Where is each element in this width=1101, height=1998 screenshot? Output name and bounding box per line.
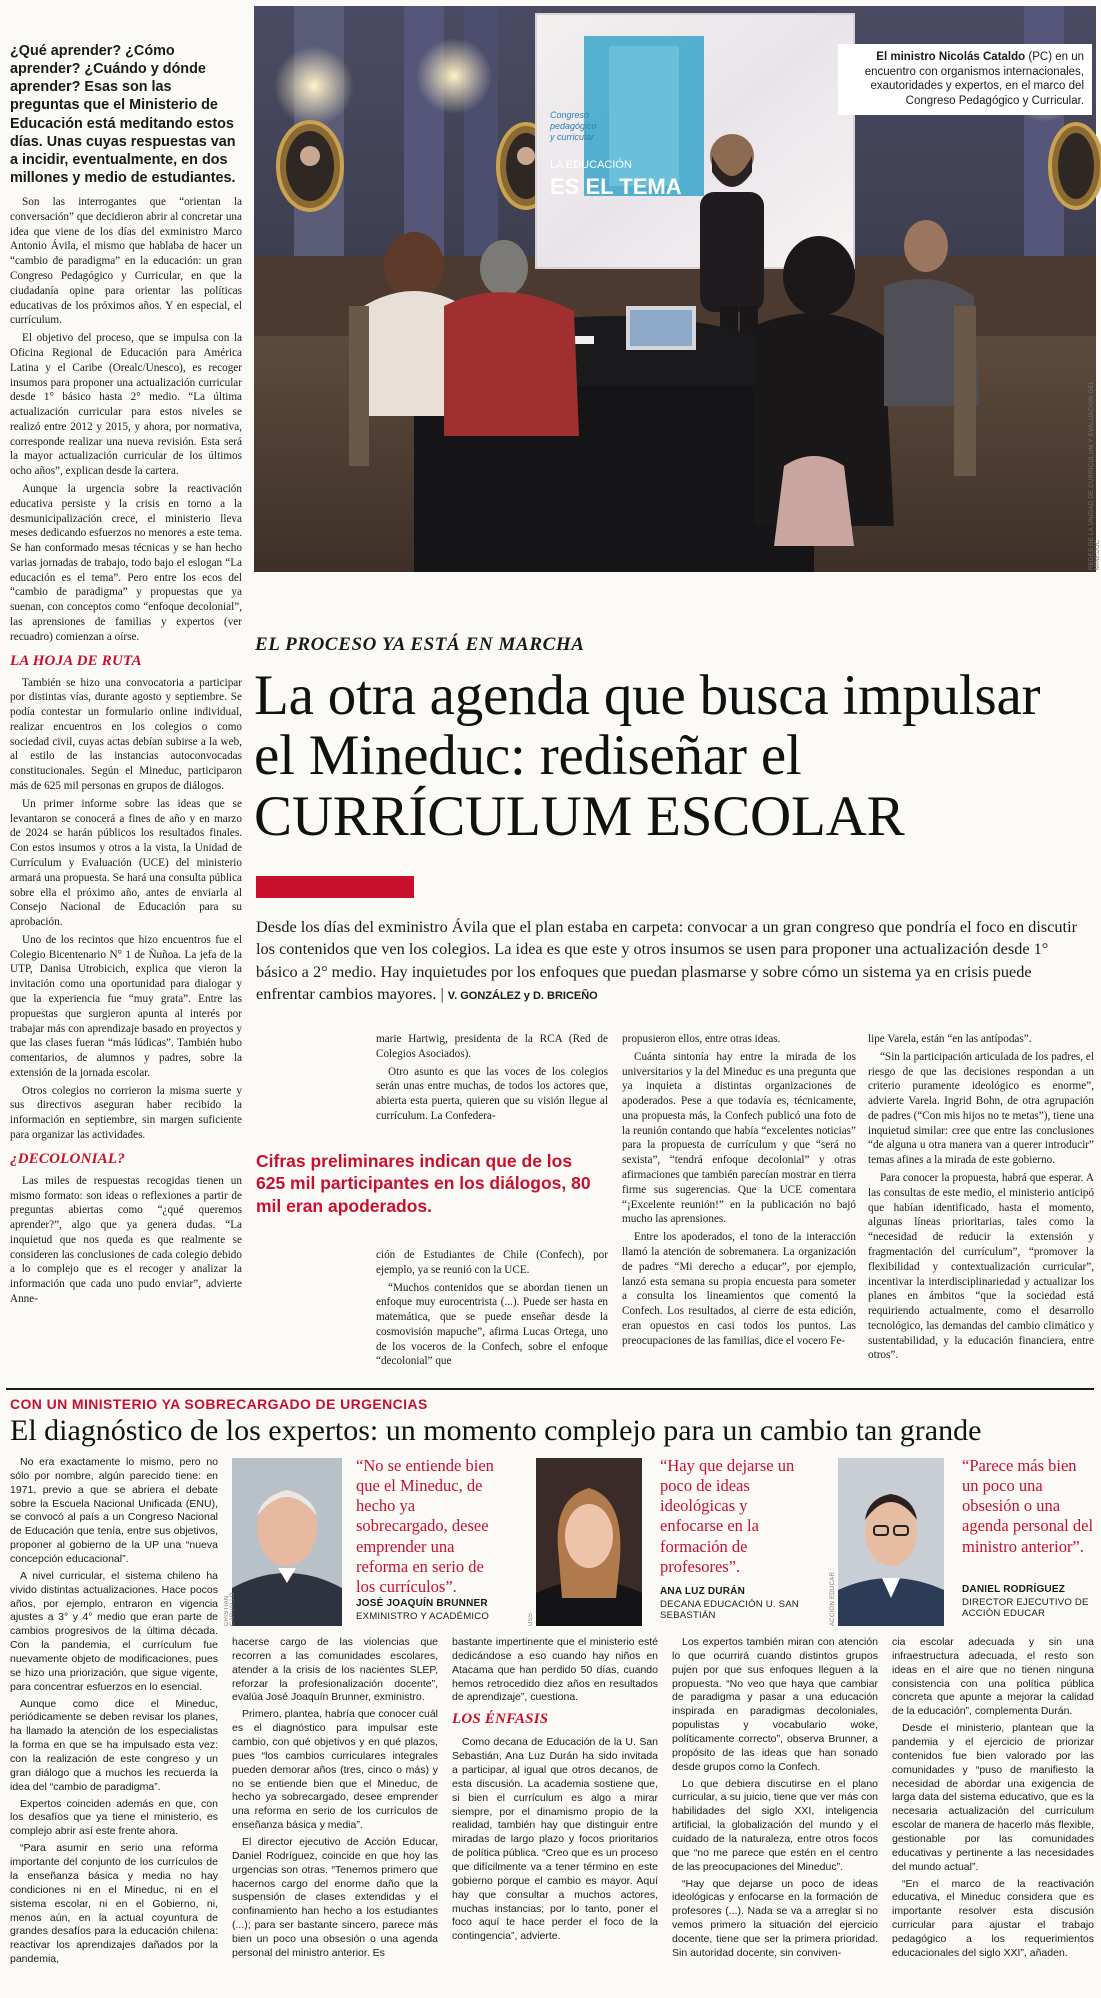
expert-role: EXMINISTRO Y ACADÉMICO	[356, 1610, 490, 1622]
second-paragraph: El director ejecutivo de Acción Educar, Daniel Rodríguez, coincide en que hoy las urgencias son otras. “Tenemos primero que hacernos cargo del enorme daño que la suspensión de clases extendidas y el confinamiento han hecho a los estudiantes (...); para ser bastante sincero, parece más bien un poco una obsesión o una agenda personal del ministro anterior. Es	[232, 1836, 438, 1959]
col4-text: lipe Varela, están “en las antípodas”.	[868, 1033, 1032, 1045]
col1-paragraph: Aunque la urgencia sobre la reactivación educativa persiste y la crisis en torno a la desmunicipalización crece, el ministerio lleva meses dedicando esfuerzos no menores a este tema. Se han conformado mesas técnicas y se han hecho varias jornadas de trabajo, todo bajo el eslogan “La educación es el tema”. Pero entre los ecos del “cambio de paradigma” y propuestas que ya suenan, con conceptos como “enfoque decolonial”, las aprensiones de familias y expertos (ver recuadro) comienzan a oírse.	[10, 482, 242, 643]
photo-caption-text: (PC) en un encuentro con organismos internacionales, exautoridades y expertos, en el marco del Congreso Pedagógico y Curricular.	[864, 51, 1084, 108]
col4-paragraph: Para conocer la propuesta, habrá que esperar. A las consultas de este medio, el ministerio anticipó que habían identificado, hasta el momento, algunas líneas prioritarias, tales como la “necesidad de reducir la extensión y fragmentación del currículum”, “promover la flexibilidad y contextualización curricular”, incentivar la interdisciplinariedad y actualizar los planes en ámbitos “que la sociedad está requiriendo actualmente, como el desarrollo tecnológico, las demandas del cambio climático y sustentabilidad, y la educación financiera, entre otros”.	[868, 1172, 1094, 1362]
section-rule	[6, 1388, 1094, 1390]
second-column-5	[892, 1636, 1094, 1994]
col2-text: ción de Estudiantes de Chile (Confech), por ejemplo, ya se reunió con la UCE.	[376, 1249, 608, 1276]
quote-rodriguez: “Parece más bien un poco una obsesión o una agenda personal del ministro anterior”.	[962, 1456, 1094, 1556]
subhead-enfasis: LOS ÉNFASIS	[452, 1711, 549, 1728]
second-paragraph: Lo que debiera discutirse en el plano curricular, a su juicio, tiene que ver más con habilidades del siglo XXI, inteligencia artificial, la globalización del mundo y el cuidado de la naturaleza, entre otros focos que “no me parece que estén en el centro de las preocupaciones del Mineduc”.	[672, 1777, 878, 1873]
second-text: bastante impertinente que el ministerio esté dedicándose a eso cuando hay niños en Atacama que han perdido 50 días, cuando hemos retrocedido diez años en resultados de aprendizaje”, cuestiona.	[452, 1636, 658, 1704]
second-paragraph: “Hay que dejarse un poco de ideas ideológicas y enfocarse en la formación de profesores (...). Nada se va a arreglar si no vemos primero la situación del ejercicio docente, tiene que ser la primera prioridad. Sin autoridad docente, sin conviven-	[672, 1877, 878, 1959]
col1-paragraph: Son las interrogantes que “orientan la conversación” que decidieron abrir al concretar una idea que viene de los días del exministro Marco Antonio Ávila, el mismo que hablaba de hacer un “cambio de paradigma” en la educación: un gran Congreso Pedagógico y Curricular, en que la ciudadanía opine para orientar las políticas educativas de los próximos años. Y en especial, el currículum.	[10, 196, 242, 327]
main-photo	[254, 6, 1096, 572]
lead-paragraph: ¿Qué aprender? ¿Cómo aprender? ¿Cuándo y dónde aprender? Esas son las preguntas que el Ministerio de Educación está meditando estos días. Unas cuyas respuestas van a incidir, eventualmente, en dos millones y medio de estudiantes.	[10, 43, 236, 186]
screen-line5: ES EL TEMA	[550, 174, 682, 199]
screen-line3: y curricular	[550, 132, 595, 142]
second-column-4	[672, 1636, 878, 1994]
col2-paragraph: Otro asunto es que las voces de los colegios serán unas entre muchas, de todos los actores que, abierta esta puerta, quieren que su visión llegue al currículum. La Confedera-	[376, 1065, 608, 1122]
portrait-brunner	[232, 1458, 342, 1626]
second-paragraph: Primero, plantea, habría que conocer cuál es el diagnóstico para impulsar este cambio, con qué objetivos y en qué plazos, pues “los cambios curriculares integrales pueden demorar años (tres, cinco o más) y no se entiende bien que el Mineduc, de hecho ya sobrecargado, desee emprender una reforma en serio de los currículos de enseñanza básica y media”.	[232, 1708, 438, 1832]
photo-credit: REDES DE LA UNIDAD DE CURRÍCULUM Y EVALUACIÓN DEL MINEDUC	[1089, 380, 1101, 570]
lead-column	[10, 42, 242, 1306]
main-kicker: EL PROCESO YA ESTÁ EN MARCHA	[255, 634, 585, 655]
second-kicker: CON UN MINISTERIO YA SOBRECARGADO DE URGENCIAS	[10, 1396, 428, 1412]
screen-line1: Congreso	[550, 110, 590, 120]
portrait-duran	[536, 1458, 642, 1626]
body-column-2-bottom	[376, 1248, 608, 1370]
credit-rodriguez: ACCIÓN EDUCAR	[830, 1571, 836, 1626]
col1-paragraph: Uno de los recintos que hizo encuentros fue el Colegio Bicentenario N° 1 de Ñuñoa. La jefa de la UTP, Danisa Utrobicich, explica que vieron la invitación como una oportunidad para dialogar y que la experiencia fue “muy grata”. Entre las propuestas que surgieron apunta al interés por trabajar más con aprendizaje basado en proyectos y que las clases fueran “más lúdicas”. También hubo comentarios, de alumnos y padres, sobre la extensión de la jornada escolar.	[10, 933, 242, 1079]
screen-line2: pedagógico	[550, 121, 597, 131]
person-silhouette-icon	[232, 1458, 342, 1626]
second-paragraph: hacerse cargo de las violencias que recorren a las comunidades escolares, atender a la crisis de los nacientes SLEP, reforzar la profesionalización docente”, evalúa José Joaquín Brunner, exministro.	[232, 1636, 438, 1704]
expert-name: DANIEL RODRÍGUEZ	[962, 1584, 1066, 1595]
person-silhouette-icon	[838, 1458, 944, 1626]
second-paragraph: Los expertos también miran con atención lo que ocurrirá cuando distintos grupos pujen por que sus enfoques lleguen a la propuesta. “No veo que haya que cambiar de paradigma y pasar a una educación inspirada en paradigmas decoloniales, populistas y vocabulario woke, políticamente correcto”, observa Brunner, a propósito de las ideas que han sonado desde grupos como la Confech.	[672, 1636, 878, 1773]
second-column-2	[232, 1636, 438, 1994]
screen-line4: LA EDUCACIÓN	[550, 159, 632, 171]
pullquote: Cifras preliminares indican que de los 625 mil participantes en los diálogos, 80 mil eran apoderados.	[256, 1151, 591, 1216]
portrait-rodriguez	[838, 1458, 944, 1626]
col1-paragraph: También se hizo una convocatoria a participar por distintas vías, durante agosto y septiembre. Se podía contestar un formulario online individual, realizar encuentros en los colegios o como sociedad civil, cuyas actas debían subirse a la web, al estilo de las instancias autoconvocadas constitucionales. Según el Mineduc, participaron más de 625 mil personas en grupos de diálogos.	[10, 676, 242, 793]
col1-paragraph: Las miles de respuestas recogidas tienen un mismo formato: son ideas o reflexiones a partir de preguntas abiertas como “¿qué queremos aprender?”, algo que ya genera dudas. “La inquietud que nos queda es que realmente se consideren las conclusiones de cada colegio debido a lo complejo que es el recoger y analizar la información que cada uno pudo enviar”, advierte Anne-	[10, 1174, 242, 1306]
headline-red-bar	[256, 876, 414, 898]
person-silhouette-icon	[536, 1458, 642, 1626]
name-brunner	[356, 1598, 516, 1622]
expert-name: JOSÉ JOAQUÍN BRUNNER	[356, 1598, 488, 1609]
col3-paragraph: Entre los apoderados, el tono de la interacción llamó la atención de sobremanera. La organización de padres “Mi derecho a educar”, por ejemplo, lanzó esta semana su propia encuesta para someter a consulta los lineamientos que comentó la Confech. Los resultados, al cierre de esta edición, eran opuestos en casi todos los puntos. Las preocupaciones de las familias, dice el vocero Fe-	[622, 1231, 856, 1347]
col1-paragraph: Un primer informe sobre las ideas que se levantaron se conocerá a fines de año y en marzo de 2024 se harán públicos los resultados finales. Con estos insumos y otros a la vista, la Unidad de Currículum y Evaluación (UCE) del ministerio armará una propuesta. Se hará una consulta pública sobre ella el próximo año, antes de enviarla al Consejo Nacional de Educación para su aprobación.	[10, 797, 242, 929]
dek-text: Desde los días del exministro Ávila que el plan estaba en carpeta: convocar a un gran congreso que pondría el foco en discutir los contenidos que ven los colegios. La idea es que este y otros insumos se usen para proponer una actualización desde 1° básico a 2° medio. Hay inquietudes por los enfoques que puedan plasmarse y sobre cómo un sistema ya en crisis puede enfrentar cambios mayores. |	[256, 917, 1078, 1004]
second-column-1	[10, 1456, 218, 1994]
body-column-4	[868, 1032, 1094, 1372]
expert-name: ANA LUZ DURÁN	[660, 1586, 745, 1597]
quote-brunner: “No se entiende bien que el Mineduc, de hecho ya sobrecargado, desee emprender una reforma en serio de los currículos”.	[356, 1456, 494, 1596]
second-column-3	[452, 1636, 658, 1994]
second-paragraph: Como decana de Educación de la U. San Sebastián, Ana Luz Durán ha sido invitada a participar, al igual que otros decanos, de esta discusión. La academia sostiene que, si bien el currículum es algo a mirar siempre, por el dinamismo propio de la realidad, también hay que distinguir entre miradas de largo plazo y focos prioritarios de política pública. “Creo que es un proceso que difícilmente va a tener término en este gobierno porque el cambio es mayor. Aquí hay que consultar a muchos actores, muchas instancias; por lo tanto, poner el foco aquí te hace perder el foco de la contingencia”, advierte.	[452, 1736, 658, 1943]
second-paragraph: A nivel curricular, el sistema chileno ha vivido distintas actualizaciones. Hace pocos años, por ejemplo, entraron en vigencia ajustes a 3° y 4° medio que eran parte de cambios progresivos de la última década. Con la pandemia, el currículum fue nuevamente objeto de modificaciones, pues se hizo una priorización, que sigue vigente, para concentrar esfuerzos en lo esencial.	[10, 1569, 218, 1693]
body-column-2-top	[376, 1032, 608, 1142]
name-duran	[660, 1586, 810, 1622]
credit-brunner: CRISTIAN CARVALLO	[224, 1592, 236, 1626]
subhead-decolonial: ¿DECOLONIAL?	[10, 1150, 125, 1167]
main-dek	[256, 916, 1090, 1006]
second-paragraph: “Para asumir en serio una reforma importante del conjunto de los currículos de la enseñanza básica y media no hay condiciones ni en el Mineduc, ni en el sistema escolar, ni en el Gobierno, ni, menos aún, en la actual coyuntura de grandes desafíos para la educación chilena: reactivar los aprendizajes dañados por la pandemia,	[10, 1842, 218, 1966]
col2-paragraph: “Muchos contenidos que se abordan tienen un enfoque muy eurocentrista (...). Puede ser hasta en matemática, que se puede enseñar desde la cosmovisión mapuche”, afirma Lucas Ortega, uno de los voceros de la Confech, sobre el enfoque “decolonial” que	[376, 1281, 608, 1368]
col2-text: marie Hartwig, presidenta de la RCA (Red de Colegios Asociados).	[376, 1033, 608, 1060]
second-paragraph: No era exactamente lo mismo, pero no sólo por nombre, algún parecido tiene: en 1971, previo a que se abriera el debate sobre la Escuela Nacional Unificada (ENU), se convocó al país a un Congreso Nacional de Educación que tenía, entre sus objetivos, proponer al gobierno de la UP una “nueva concepción educacional”.	[10, 1456, 218, 1566]
byline: V. GONZÁLEZ y D. BRICEÑO	[447, 990, 598, 1003]
body-column-3	[622, 1032, 856, 1372]
second-paragraph: Expertos coinciden además en que, con los desafíos que ya tiene el ministerio, es complejo abrir así este frente ahora.	[10, 1797, 218, 1838]
second-paragraph: Desde el ministerio, plantean que la pandemia y el ejercicio de priorizar contenidos fue bien valorado por las comunidades y “puso de manifiesto la necesidad de abordar una exigencia de larga data del sistema educativo, que es la necesaria actualización del currículum escolar de manera de hacerlo más flexible, gestionable por las comunidades educativas y pertinente a las necesidades del mundo actual”.	[892, 1722, 1094, 1873]
second-paragraph: “En el marco de la reactivación educativa, el Mineduc considera que es importante resolver esta discusión curricular para ajustar el trabajo pedagógico a los requerimientos educacionales del siglo XXI”, añaden.	[892, 1877, 1094, 1959]
col1-paragraph: Otros colegios no corrieron la misma suerte y sus directivos aseguran haber recibido la información en septiembre, sin margen suficiente para organizar las actividades.	[10, 1084, 242, 1141]
expert-role: DECANA EDUCACIÓN U. SAN SEBASTIÁN	[660, 1598, 799, 1622]
second-text: cia escolar adecuada y sin una infraestructura adecuada, el resto son ideas en el aire que no tienen ninguna consistencia con una política pública concreta que apunte a mejorar la calidad de la educación”, complementa Durán.	[892, 1636, 1094, 1718]
photo-caption-name: El ministro Nicolás Cataldo	[876, 51, 1026, 63]
quote-duran: “Hay que dejarse un poco de ideas ideológicas y enfocarse en la formación de profesores”.	[660, 1456, 795, 1576]
subhead-hoja-de-ruta: LA HOJA DE RUTA	[10, 652, 142, 669]
col3-text: propusieron ellos, entre otras ideas.	[622, 1033, 781, 1045]
col4-paragraph: “Sin la participación articulada de los padres, el riesgo de que las decisiones respondan a un criterio puramente ideológico es enorme”, advierte Varela. Ingrid Bohn, de otra agrupación de padres (“Con mis hijos no te metas”), tiene una inquietud similar: cree que entre las conclusiones “de alguna u otra manera van a querer introducir” temas afines a la mirada de este gobierno.	[868, 1050, 1094, 1167]
second-paragraph: Aunque como dice el Mineduc, periódicamente se deben revisar los planes, ha llamado la atención de los especialistas la forma en que se ha impulsado esta vez: con la realización de este congreso y un gran diálogo que a muchos les recuerda la idea del “cambio de paradigma”.	[10, 1697, 218, 1793]
col1-paragraph: El objetivo del proceso, que se impulsa con la Oficina Regional de Educación para América Latina y el Caribe (Orealc/Unesco), es recoger insumos para proponer una actualización curricular desde 1° básico hasta 2° medio. “La última actualización curricular para estos niveles se realizó entre 2012 y 2015, y ahora, por normativa, corresponde realizar una nueva revisión. Esta será la mayor actualización curricular de los últimos ocho años”, explican desde la cartera.	[10, 332, 242, 478]
col3-paragraph: Cuánta sintonía hay entre la mirada de los universitarios y la del Mineduc es una pregunta que ya inquieta a distintas organizaciones de apoderados. Pese a que todavía es, técnicamente, una propuesta más, la Confech publicó una foto de la reunión contando que había “excelentes noticias” para la propuesta de currículum y que “será no sexista”, “tendrá enfoque decolonial” y otras afirmaciones que también parecían mostrar en tierra firme sus sugerencias. Que la UCE comentara “¡Excelente reunión!” en la publicación no bajó mucho las aprensiones.	[622, 1050, 856, 1226]
expert-role: DIRECTOR EJECUTIVO DE ACCIÓN EDUCAR	[962, 1596, 1089, 1620]
credit-duran: USS	[528, 1612, 534, 1626]
main-headline: La otra agenda que busca impulsar el Mineduc: rediseñar el CURRÍCULUM ESCOLAR	[254, 664, 1041, 848]
photo-caption	[838, 44, 1092, 115]
name-rodriguez	[962, 1584, 1094, 1620]
second-headline: El diagnóstico de los expertos: un momento complejo para un cambio tan grande	[10, 1414, 982, 1447]
